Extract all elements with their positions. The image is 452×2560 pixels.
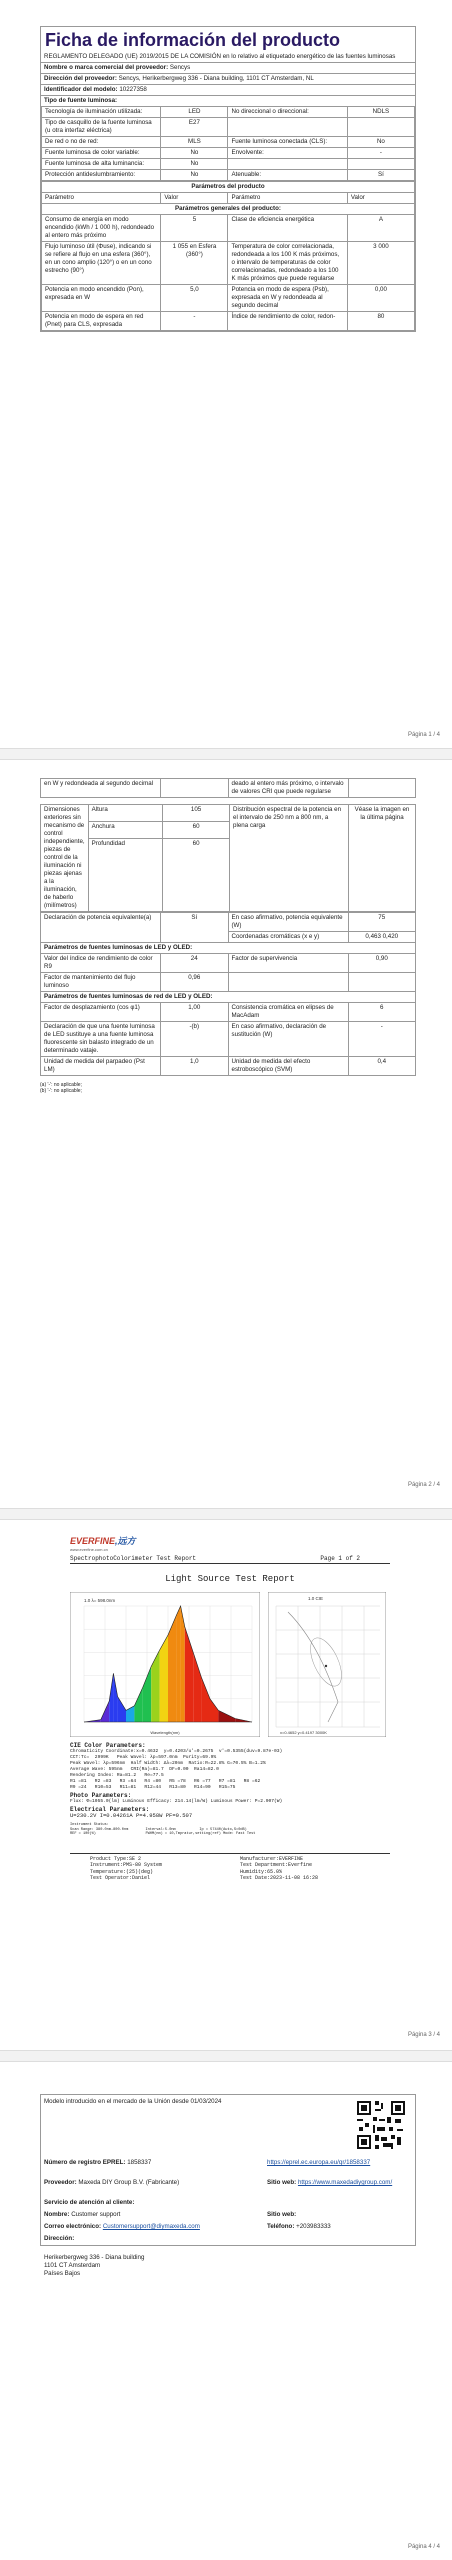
type-row-cell: Sí: [347, 170, 414, 181]
general-row: [42, 312, 415, 331]
survival-label: Factor de supervivencia: [228, 954, 348, 973]
cie-diagram: [268, 1592, 386, 1737]
photo-line: Flux: Φ=1055.0(lm) Luminous Efficacy: 214.14(lm/W) Luminous Power: P=2.907(W): [70, 1799, 283, 1804]
brand-label: Nombre o marca comercial del proveedor:: [44, 64, 169, 71]
regulation-text: REGLAMENTO DELEGADO (UE) 2019/2015 DE LA COMISIÓN en lo relativo al etiquetado energético de las fuentes luminosas: [44, 53, 396, 60]
chart-xlabel: Wavelength(nm): [150, 1730, 180, 1735]
type-table: [41, 106, 415, 181]
dims-depth-label: Profundidad: [88, 839, 163, 912]
type-row: [42, 159, 415, 170]
params-table: [41, 181, 415, 331]
type-row-cell: E27: [161, 118, 228, 137]
type-row-cell: Tecnología de iluminación utilizada:: [42, 107, 161, 118]
equiv-value: Sí: [161, 913, 229, 943]
r9-label: Valor del índice de rendimiento de color R9: [41, 954, 161, 973]
type-row-cell: No direccional o direccional:: [228, 107, 347, 118]
mains-row-cell: 1,0: [161, 1057, 229, 1076]
qr-code: [355, 2099, 407, 2151]
brand-row: [41, 62, 415, 73]
general-row-cell: Clase de eficiencia energética: [228, 215, 347, 242]
general-row: [42, 242, 415, 285]
eprel-frame: [40, 2094, 416, 2246]
col-param-2: Parámetro: [228, 193, 347, 204]
type-row-cell: Protección antideslumbramiento:: [42, 170, 161, 181]
email-label: Correo electrónico:: [44, 2223, 102, 2230]
general-row-cell: 5,0: [161, 285, 228, 312]
chroma-value: 0,463 0,420: [348, 932, 416, 943]
footer-line: Test Date:2023-11-08 16:28: [240, 1875, 319, 1882]
address-lines: [44, 2254, 144, 2278]
general-row-cell: Índice de rendimiento de color, redon-: [228, 312, 347, 331]
footnote-b: (b) '-': no aplicable;: [40, 1088, 82, 1094]
supplier-label: Proveedor:: [44, 2179, 77, 2186]
footer-line: Manufacturer:EVERFINE: [240, 1855, 304, 1862]
everfine-logo: EVERFINE,远方: [70, 1536, 136, 1546]
elec-line: U=230.2V I=0.04261A P=4.958W PF=0.507: [70, 1812, 193, 1819]
cie-line: Peak Wavel: λp=596nm Half Width: Δλ=20nm Ratio:R=22.8% G=70.5% B=1.2%: [70, 1761, 266, 1766]
name-row: [44, 2211, 120, 2219]
address-value: Sencys, Herikerbergweg 336 - Diana building, 1101 CT Amsterdam, NL: [118, 75, 314, 82]
general-row-cell: -: [161, 312, 228, 331]
r9-value: 24: [161, 954, 229, 973]
page-number: Página 2 / 4: [407, 1482, 440, 1488]
survival-value: 0,90: [348, 954, 416, 973]
dims-label: Dimensiones exteriores sin mecanismo de control independiente, piezas de control de la iluminación ni piezas ajenas a la iluminación, de haberlo (milímetros): [41, 805, 89, 912]
model-row: [41, 84, 415, 95]
dims-table: [40, 804, 416, 912]
footnote-a: (a) '-': no aplicable;: [40, 1082, 82, 1088]
type-row-cell: MLS: [161, 137, 228, 148]
logo-text: EVERFINE: [70, 1536, 116, 1546]
brand-value: Sencys: [169, 64, 191, 71]
chart-top-label: 1.0 λ= 598.0nm: [84, 1598, 116, 1603]
mains-row-cell: Factor de desplazamiento (cos φ1): [41, 1003, 161, 1022]
mains-row-cell: Unidad de medida del parpadeo (Pst LM): [41, 1057, 161, 1076]
mains-row-cell: -(b): [161, 1022, 229, 1057]
dir-label: Dirección:: [44, 2235, 75, 2242]
address-line: Países Bajos: [44, 2270, 81, 2277]
elec-header: Electrical Parameters:: [70, 1806, 150, 1813]
mains-row-cell: 1,00: [161, 1003, 229, 1022]
address-label: Dirección del proveedor:: [44, 75, 117, 82]
page-separator: [0, 1508, 452, 1520]
cie-line: Average Wave: 595nm CRI(Ra)=81.7 DF=0.00 Ra14=82.0: [70, 1767, 219, 1772]
web-label: Sitio web:: [267, 2179, 297, 2186]
continuation-table: [40, 778, 416, 798]
dims-width-label: Anchura: [88, 822, 163, 839]
dims-height-value: 105: [163, 805, 230, 822]
intro-text: Modelo introducido en el mercado de la Unión desde 01/03/2024: [44, 2098, 222, 2105]
cie-header: CIE Color Parameters:: [70, 1742, 146, 1749]
email-link[interactable]: Customersupport@diymaxeda.com: [102, 2223, 200, 2230]
type-row-cell: NDLS: [347, 107, 414, 118]
spectrum-segment: [176, 1606, 180, 1722]
general-header: Parámetros generales del producto:: [42, 204, 415, 215]
eprel-value: 1858337: [127, 2159, 152, 2166]
name-label: Nombre:: [44, 2211, 70, 2218]
type-row-cell: [347, 118, 414, 137]
led-header: Parámetros de fuentes luminosas de LED y OLED:: [41, 943, 416, 954]
mains-row: [41, 1057, 416, 1076]
spectrum-chart: [70, 1592, 260, 1737]
general-row: [42, 215, 415, 242]
type-row-cell: No: [347, 137, 414, 148]
cont-cell-2: [161, 779, 229, 798]
report-header: [70, 1555, 390, 1564]
type-row: [42, 170, 415, 181]
maint-label: Factor de mantenimiento del flujo luminoso: [41, 973, 161, 992]
eprel-label: Número de registro EPREL:: [44, 2159, 126, 2166]
general-row-cell: Potencia en modo de espera en red (Pnet) para CLS, expresada: [42, 312, 161, 331]
eprel-link[interactable]: https://eprel.ec.europa.eu/qr/1858337: [267, 2159, 371, 2166]
photo-header: Photo Parameters:: [70, 1792, 132, 1799]
footer-line: Test Operator:Daniel: [90, 1875, 151, 1882]
type-row: [42, 107, 415, 118]
type-row-cell: [228, 159, 347, 170]
address-row: [41, 73, 415, 84]
cie-line: R9 =24 R10=53 R11=81 R12=44 R13=80 R14=90 R15=75: [70, 1785, 236, 1790]
type-row-cell: Atenuable:: [228, 170, 347, 181]
footer-line: Temperature:(25)(deg): [90, 1868, 154, 1875]
type-row-cell: [347, 159, 414, 170]
product-sheet-frame: [40, 26, 416, 332]
mains-row: [41, 1003, 416, 1022]
page-separator: [0, 748, 452, 760]
page-3: [0, 1520, 452, 2050]
empty-cell: [348, 973, 416, 992]
dims-depth-value: 60: [163, 839, 230, 912]
footer-line: Humidity:65.0%: [240, 1868, 283, 1875]
col-value-1: Valor: [161, 193, 228, 204]
instrument-line: Instrument Status:: [70, 1823, 109, 1827]
name-value: Customer support: [71, 2211, 121, 2218]
mains-row-cell: 0,4: [348, 1057, 416, 1076]
equiv-label: Declaración de potencia equivalente(a): [41, 913, 161, 943]
mains-row-cell: -: [348, 1022, 416, 1057]
chroma-label: Coordenadas cromáticas (x e y): [228, 932, 348, 943]
general-row-cell: Potencia en modo encendido (Pon), expresada en W: [42, 285, 161, 312]
logo-sub: www.everfine.com.cn: [70, 1547, 108, 1552]
model-label: Identificador del modelo:: [44, 86, 118, 93]
type-row-cell: LED: [161, 107, 228, 118]
mains-row-cell: Consistencia cromática en elipses de MacAdam: [228, 1003, 348, 1022]
web-link[interactable]: https://www.maxedadiygroup.com/: [297, 2179, 393, 2186]
type-row-cell: Envolvente:: [228, 148, 347, 159]
general-row-cell: A: [347, 215, 414, 242]
email-row: [44, 2223, 200, 2231]
type-row-cell: Tipo de casquillo de la fuente luminosa (u otra interfaz eléctrica): [42, 118, 161, 137]
dims-height-label: Altura: [88, 805, 163, 822]
model-value: 10227358: [119, 86, 147, 93]
page-number: Página 4 / 4: [407, 2544, 440, 2550]
footer-line: Instrument:PMS-80 System: [90, 1862, 163, 1869]
page-number: Página 3 / 4: [407, 2032, 440, 2038]
empty-cell: [228, 973, 348, 992]
cie-line: CCT:Tc= 2999K Peak Wavel: λp=597.0nm Purity=69.9%: [70, 1755, 217, 1760]
service-header: Servicio de atención al cliente:: [44, 2199, 135, 2206]
col-param-1: Parámetro: [42, 193, 161, 204]
cont-cell-1: en W y redondeada al segundo decimal: [41, 779, 161, 798]
page-2: [0, 760, 452, 1508]
type-row-cell: No: [161, 159, 228, 170]
type-row: [42, 118, 415, 137]
col-value-2: Valor: [347, 193, 414, 204]
web-row: [267, 2179, 407, 2187]
cie-bottom-text: x=0.4652 y=0.4197 3000K: [280, 1730, 327, 1735]
cie-parameters: [70, 1743, 390, 1837]
type-row: [42, 137, 415, 148]
type-row-cell: -: [347, 148, 414, 159]
page-1: [0, 0, 452, 748]
maint-value: 0,96: [161, 973, 229, 992]
type-header: Tipo de fuente luminosa:: [41, 95, 415, 106]
page-number: Página 1 / 4: [407, 732, 440, 738]
page-title: Ficha de información del producto: [45, 30, 341, 50]
type-row-cell: Fuente luminosa de alta luminancia:: [42, 159, 161, 170]
cie-line: R1 =81 R2 =83 R3 =64 R4 =80 R5 =78 R6 =77 R7 =81 R8 =62: [70, 1779, 261, 1784]
params-header: Parámetros del producto: [42, 182, 415, 193]
mains-row: [41, 1022, 416, 1057]
address-line: Herikerbergweg 336 - Diana building: [44, 2254, 145, 2261]
general-row-cell: Temperatura de color correlacionada, redondeada a los 100 K más próximos, o intervalo de temperaturas de color correlacionadas, redondeado a los 100 K más próximos que puede regularse: [228, 242, 347, 285]
report-footer: [70, 1853, 390, 1882]
mains-header: Parámetros de fuentes luminosas de red de LED y OLED:: [41, 992, 416, 1003]
general-row-cell: 1 055 en Esfera (360°): [161, 242, 228, 285]
footer-line: Product Type:SE 2: [90, 1855, 142, 1862]
mains-row-cell: 6: [348, 1003, 416, 1022]
spectral-label: Distribución espectral de la potencia en el intervalo de 250 nm a 800 nm, a plena carga: [230, 805, 349, 912]
phone-label: Teléfono:: [267, 2223, 295, 2230]
type-row-cell: Fuente luminosa de color variable:: [42, 148, 161, 159]
type-row-cell: No: [161, 148, 228, 159]
mains-row-cell: En caso afirmativo, declaración de sustitución (W): [228, 1022, 348, 1057]
general-row-cell: 5: [161, 215, 228, 242]
general-row-cell: 0,00: [347, 285, 414, 312]
type-row: [42, 148, 415, 159]
type-row-cell: [228, 118, 347, 137]
phone-value: +203983333: [296, 2223, 331, 2230]
cie-label: 1.0 CIE: [308, 1596, 324, 1601]
footer-line: Test Department:Everfine: [240, 1862, 313, 1869]
site-label: Sitio web:: [267, 2211, 297, 2218]
phone-row: [267, 2223, 331, 2231]
general-row-cell: 80: [347, 312, 414, 331]
report-page: Page 1 of 2: [320, 1555, 360, 1562]
instrument-line: REF = 100(%) FWHM(nm) = 10,Tmpratur,setting(ref) Mode: Fast Test: [70, 1832, 256, 1837]
equiv-power-value: 75: [348, 913, 416, 932]
general-row-cell: Potencia en modo de espera (Psb), expresada en W y redondeada al segundo decimal: [228, 285, 347, 312]
general-row-cell: 3 000: [347, 242, 414, 285]
cie-frame: [268, 1592, 386, 1737]
chromaticity-point: [325, 1665, 327, 1667]
general-row-cell: Flujo luminoso útil (Φuse), indicando si se refiere al flujo en una esfera (360°), en un cono amplio (120°) o en un cono estrecho (90°): [42, 242, 161, 285]
page-4: [0, 2062, 452, 2560]
cie-line: Rendering Index: Ra=81.2 Re=77.5: [70, 1773, 164, 1778]
general-row-cell: Consumo de energía en modo encendido (kWh / 1 000 h), redondeado al entero más próximo: [42, 215, 161, 242]
cie-line: Chromaticity Coordinate:x=0.4632 y=0.4203/u'=0.2675 v'=0.5355(duv=9.87e-03): [70, 1749, 283, 1754]
chart-row: [70, 1592, 390, 1737]
product-sheet-frame-2: [40, 778, 416, 1094]
mains-row-cell: Declaración de que una fuente luminosa de LED sustituye a una fuente luminosa fluorescente sin balasto integrado de un determinado vataje.: [41, 1022, 161, 1057]
dims-width-value: 60: [163, 822, 230, 839]
instrument-line: Scan Range: 380.0nm-800.0nm Interval:5.0nm Ip = 57440(Auto,S=0dB): [70, 1827, 247, 1832]
report-title: Light Source Test Report: [165, 1574, 295, 1584]
test-report: [70, 1534, 390, 1882]
eprel-row: [44, 2159, 151, 2167]
spectral-value: Véase la imagen en la última página: [348, 805, 415, 912]
type-row-cell: No: [161, 170, 228, 181]
cont-cell-3: deado al entero más próximo, o intervalo de valores CRI que puede regularse: [228, 779, 348, 798]
report-name: SpectrophotoColorimeter Test Report: [70, 1555, 197, 1562]
type-row-cell: De red o no de red:: [42, 137, 161, 148]
supplier-value: Maxeda DIY Group B.V. (Fabricante): [78, 2179, 180, 2186]
equiv-power-label: En caso afirmativo, potencia equivalente (W): [228, 913, 348, 932]
cont-cell-4: [348, 779, 416, 798]
equiv-table: [40, 912, 416, 1076]
mains-row-cell: Unidad de medida del efecto estroboscópico (SVM): [228, 1057, 348, 1076]
general-row: [42, 285, 415, 312]
supplier-row: [44, 2179, 179, 2187]
type-row-cell: Fuente luminosa conectada (CLS):: [228, 137, 347, 148]
address-line: 1101 CT Amsterdam: [44, 2262, 101, 2269]
page-separator: [0, 2050, 452, 2062]
